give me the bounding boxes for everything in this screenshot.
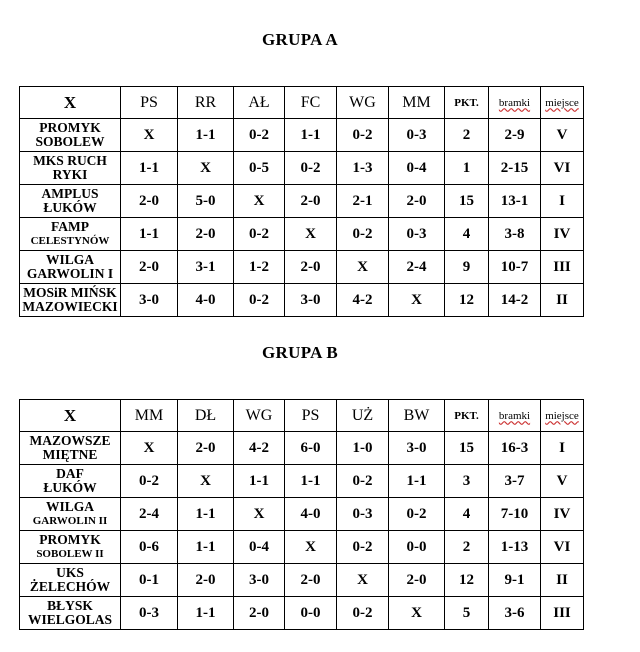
team-name-line2: CELESTYNÓW xyxy=(30,235,110,247)
team-name-line2: GARWOLIN I xyxy=(26,266,114,281)
place-cell: VI xyxy=(541,152,584,185)
result-cell: 4-0 xyxy=(285,498,337,531)
column-header: BW xyxy=(389,400,445,432)
table-row xyxy=(20,251,584,284)
result-cell: 2-0 xyxy=(178,432,234,465)
place-cell: IV xyxy=(541,218,584,251)
result-cell: X xyxy=(234,185,285,218)
points-cell: 12 xyxy=(445,564,489,597)
result-cell: 0-2 xyxy=(121,465,178,498)
goals-cell: 9-1 xyxy=(489,564,541,597)
result-cell: 1-1 xyxy=(285,465,337,498)
result-cell: 0-2 xyxy=(234,284,285,317)
result-cell: X xyxy=(389,597,445,630)
result-cell: 0-2 xyxy=(337,218,389,251)
team-name xyxy=(20,597,121,630)
table-row xyxy=(20,119,584,152)
team-name xyxy=(20,531,121,564)
result-cell: 0-2 xyxy=(234,119,285,152)
result-cell: 1-3 xyxy=(337,152,389,185)
result-cell: 2-0 xyxy=(285,185,337,218)
result-cell: 0-6 xyxy=(121,531,178,564)
result-cell: 0-2 xyxy=(337,119,389,152)
team-name-line1: AMPLUS xyxy=(41,186,99,201)
points-cell: 2 xyxy=(445,119,489,152)
result-cell: 3-0 xyxy=(121,284,178,317)
group-b-table xyxy=(19,399,584,630)
points-cell: 5 xyxy=(445,597,489,630)
column-header: UŻ xyxy=(337,400,389,432)
goals-cell: 1-13 xyxy=(489,531,541,564)
table-row xyxy=(20,531,584,564)
points-cell: 4 xyxy=(445,218,489,251)
column-header: WG xyxy=(234,400,285,432)
column-header: PKT. xyxy=(445,87,489,119)
result-cell: 3-0 xyxy=(285,284,337,317)
team-name xyxy=(20,432,121,465)
result-cell: 2-0 xyxy=(389,185,445,218)
result-cell: X xyxy=(337,564,389,597)
team-name xyxy=(20,119,121,152)
result-cell: 0-2 xyxy=(285,152,337,185)
team-name xyxy=(20,564,121,597)
corner-header: X xyxy=(20,400,121,432)
result-cell: 0-1 xyxy=(121,564,178,597)
points-cell: 4 xyxy=(445,498,489,531)
result-cell: 2-1 xyxy=(337,185,389,218)
team-name-line1: FAMP xyxy=(51,219,89,234)
result-cell: X xyxy=(389,284,445,317)
result-cell: X xyxy=(234,498,285,531)
result-cell: 0-0 xyxy=(389,531,445,564)
result-cell: 4-2 xyxy=(234,432,285,465)
team-name xyxy=(20,185,121,218)
team-name xyxy=(20,251,121,284)
result-cell: 2-0 xyxy=(178,218,234,251)
result-cell: 0-3 xyxy=(389,218,445,251)
points-cell: 2 xyxy=(445,531,489,564)
place-cell: I xyxy=(541,432,584,465)
result-cell: 0-2 xyxy=(389,498,445,531)
result-cell: 0-2 xyxy=(337,531,389,564)
result-cell: 2-0 xyxy=(234,597,285,630)
result-cell: 1-1 xyxy=(121,152,178,185)
result-cell: X xyxy=(178,465,234,498)
team-name xyxy=(20,218,121,251)
column-header: miejsce xyxy=(541,400,584,432)
result-cell: 2-4 xyxy=(389,251,445,284)
place-cell: VI xyxy=(541,531,584,564)
team-name-line1: MOSiR MIŃSK xyxy=(23,285,117,300)
goals-cell: 2-15 xyxy=(489,152,541,185)
table-row xyxy=(20,432,584,465)
header-row xyxy=(20,87,584,119)
result-cell: X xyxy=(121,119,178,152)
result-cell: 2-0 xyxy=(121,185,178,218)
points-cell: 9 xyxy=(445,251,489,284)
team-name-line2: RYKI xyxy=(52,167,88,182)
result-cell: 1-0 xyxy=(337,432,389,465)
table-row xyxy=(20,284,584,317)
table-row xyxy=(20,465,584,498)
team-name-line2: ŁUKÓW xyxy=(43,200,97,215)
team-name-line2: WIELGOLAS xyxy=(27,612,113,627)
team-name-line1: WILGA xyxy=(45,499,94,514)
points-cell: 15 xyxy=(445,185,489,218)
result-cell: X xyxy=(178,152,234,185)
team-name xyxy=(20,152,121,185)
result-cell: X xyxy=(121,432,178,465)
result-cell: 5-0 xyxy=(178,185,234,218)
result-cell: 0-2 xyxy=(234,218,285,251)
goals-cell: 2-9 xyxy=(489,119,541,152)
team-name-line1: MKS RUCH xyxy=(33,153,107,168)
column-header: MM xyxy=(389,87,445,119)
place-cell: V xyxy=(541,465,584,498)
result-cell: 2-0 xyxy=(285,564,337,597)
result-cell: 1-1 xyxy=(178,597,234,630)
column-header: bramki xyxy=(489,87,541,119)
goals-cell: 3-7 xyxy=(489,465,541,498)
result-cell: 0-2 xyxy=(337,597,389,630)
group-a-table xyxy=(19,86,584,317)
table-row xyxy=(20,564,584,597)
goals-cell: 14-2 xyxy=(489,284,541,317)
team-name-line1: MAZOWSZE xyxy=(29,433,111,448)
team-name-line2: ŻELECHÓW xyxy=(29,579,111,594)
result-cell: 2-0 xyxy=(178,564,234,597)
team-name-line2: SOBOLEW xyxy=(35,134,105,149)
goals-cell: 13-1 xyxy=(489,185,541,218)
team-name-line2: MIĘTNE xyxy=(42,447,98,462)
goals-cell: 7-10 xyxy=(489,498,541,531)
team-name-line1: DAF xyxy=(56,466,84,481)
result-cell: 4-2 xyxy=(337,284,389,317)
place-cell: II xyxy=(541,564,584,597)
result-cell: 0-4 xyxy=(389,152,445,185)
corner-header: X xyxy=(20,87,121,119)
place-cell: III xyxy=(541,251,584,284)
result-cell: 2-4 xyxy=(121,498,178,531)
column-header: miejsce xyxy=(541,87,584,119)
result-cell: 2-0 xyxy=(285,251,337,284)
result-cell: 1-2 xyxy=(234,251,285,284)
points-cell: 15 xyxy=(445,432,489,465)
team-name-line2: GARWOLIN II xyxy=(32,515,108,527)
points-cell: 1 xyxy=(445,152,489,185)
group-a-title: GRUPA A xyxy=(262,30,338,49)
result-cell: 1-1 xyxy=(178,119,234,152)
result-cell: 4-0 xyxy=(178,284,234,317)
table-row xyxy=(20,218,584,251)
goals-cell: 10-7 xyxy=(489,251,541,284)
result-cell: 0-3 xyxy=(121,597,178,630)
points-cell: 3 xyxy=(445,465,489,498)
result-cell: 0-3 xyxy=(389,119,445,152)
result-cell: 0-3 xyxy=(337,498,389,531)
points-cell: 12 xyxy=(445,284,489,317)
team-name-line1: BŁYSK xyxy=(47,598,93,613)
column-header: MM xyxy=(121,400,178,432)
group-b-title: GRUPA B xyxy=(262,343,338,362)
header-row xyxy=(20,400,584,432)
result-cell: 3-0 xyxy=(234,564,285,597)
column-header: RR xyxy=(178,87,234,119)
team-name xyxy=(20,284,121,317)
column-header: DŁ xyxy=(178,400,234,432)
result-cell: 0-5 xyxy=(234,152,285,185)
result-cell: 1-1 xyxy=(234,465,285,498)
place-cell: V xyxy=(541,119,584,152)
table-row xyxy=(20,597,584,630)
result-cell: X xyxy=(337,251,389,284)
result-cell: 0-0 xyxy=(285,597,337,630)
result-cell: 1-1 xyxy=(285,119,337,152)
place-cell: III xyxy=(541,597,584,630)
team-name-line1: PROMYK xyxy=(39,120,101,135)
team-name-line2: SOBOLEW II xyxy=(36,548,104,560)
result-cell: 2-0 xyxy=(121,251,178,284)
result-cell: 1-1 xyxy=(178,531,234,564)
team-name-line1: UKS xyxy=(56,565,84,580)
result-cell: X xyxy=(285,531,337,564)
result-cell: 0-2 xyxy=(337,465,389,498)
column-header: PKT. xyxy=(445,400,489,432)
team-name xyxy=(20,465,121,498)
place-cell: II xyxy=(541,284,584,317)
result-cell: X xyxy=(285,218,337,251)
team-name-line1: PROMYK xyxy=(39,532,101,547)
table-row xyxy=(20,152,584,185)
result-cell: 1-1 xyxy=(178,498,234,531)
team-name-line2: MAZOWIECKI xyxy=(22,299,118,314)
team-name xyxy=(20,498,121,531)
column-header: bramki xyxy=(489,400,541,432)
result-cell: 0-4 xyxy=(234,531,285,564)
table-row xyxy=(20,185,584,218)
goals-cell: 3-6 xyxy=(489,597,541,630)
result-cell: 6-0 xyxy=(285,432,337,465)
result-cell: 3-0 xyxy=(389,432,445,465)
result-cell: 1-1 xyxy=(389,465,445,498)
column-header: WG xyxy=(337,87,389,119)
team-name-line2: ŁUKÓW xyxy=(43,480,97,495)
column-header: PS xyxy=(121,87,178,119)
place-cell: I xyxy=(541,185,584,218)
team-name-line1: WILGA xyxy=(45,252,94,267)
place-cell: IV xyxy=(541,498,584,531)
table-row xyxy=(20,498,584,531)
result-cell: 3-1 xyxy=(178,251,234,284)
goals-cell: 16-3 xyxy=(489,432,541,465)
result-cell: 2-0 xyxy=(389,564,445,597)
goals-cell: 3-8 xyxy=(489,218,541,251)
result-cell: 1-1 xyxy=(121,218,178,251)
column-header: FC xyxy=(285,87,337,119)
column-header: PS xyxy=(285,400,337,432)
column-header: AŁ xyxy=(234,87,285,119)
